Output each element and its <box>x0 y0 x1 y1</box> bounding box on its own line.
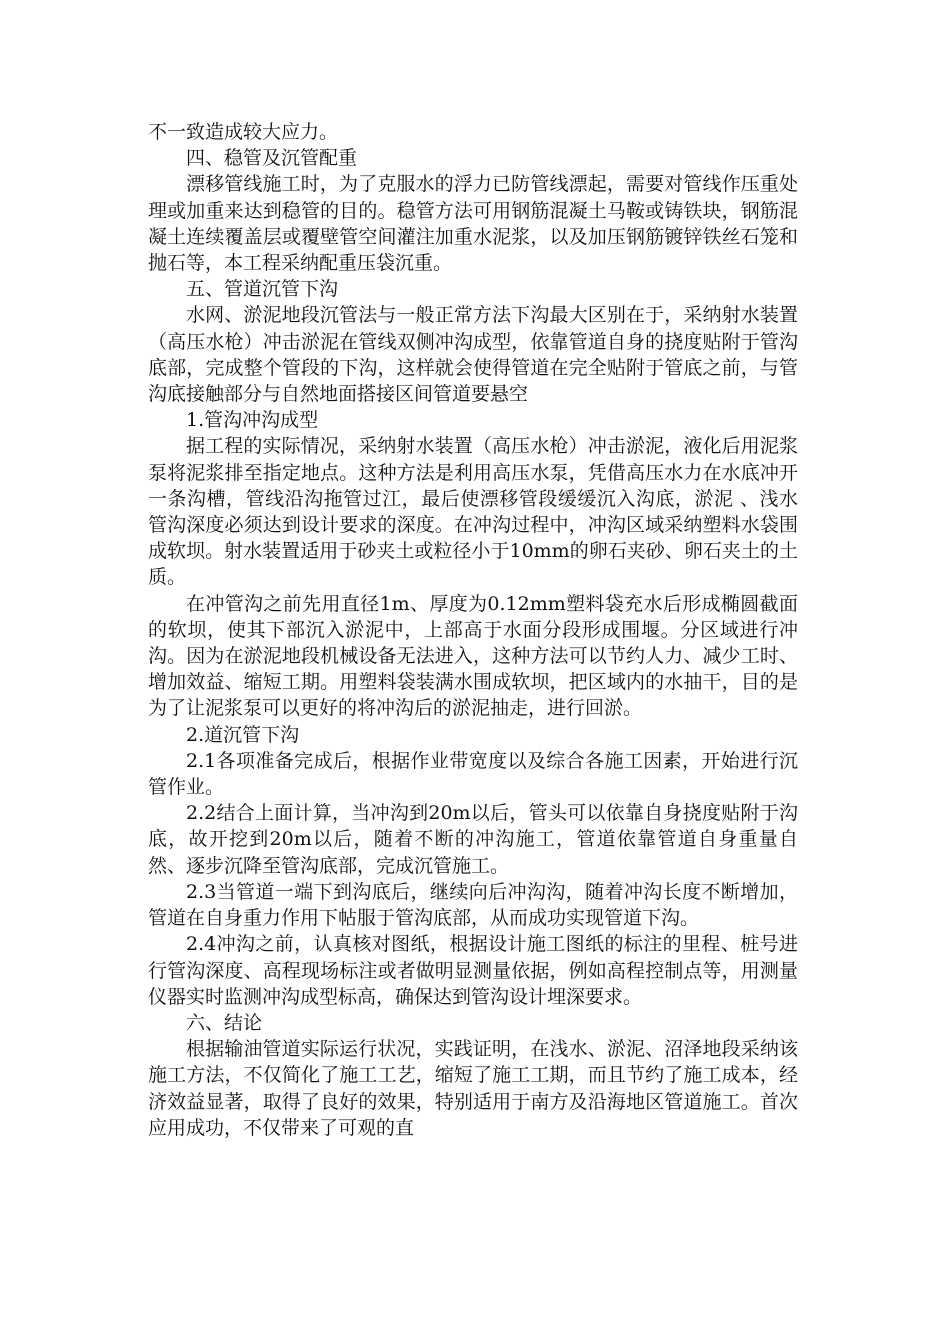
subsection-heading-1: 1.管沟冲沟成型 <box>186 409 319 432</box>
section-heading-6: 六、结论 <box>186 1011 263 1034</box>
body-paragraph: 2.3当管道一端下到沟底后，继续向后冲沟沟，随着冲沟长度不断增加，管道在自身重力作用下帖服于管沟底部，从而成功实现管道下沟。 <box>148 880 798 930</box>
body-paragraph: 2.1各项准备完成后，根据作业带宽度以及综合各施工因素，开始进行沉管作业。 <box>148 749 798 799</box>
document-body <box>148 119 798 1141</box>
body-paragraph: 在冲管沟之前先用直径1m、厚度为0.12mm塑料袋充水后形成椭圆截面的软坝，使其下部沉入淤泥中，上部高于水面分段形成围堰。分区域进行冲沟。因为在淤泥地段机械设备无法进入，这种方法可以节约人力、减少工时、增加效益、缩短工期。用塑料袋装满水围成软坝，把区域内的水抽干，目的是为了让泥浆泵可以更好的将冲沟后的淤泥抽走，进行回淤。 <box>148 592 798 720</box>
continuation-paragraph: 不一致造成较大应力。 <box>148 121 339 143</box>
body-paragraph: 2.2结合上面计算，当冲沟到20m以后，管头可以依靠自身挠度贴附于沟底，故开挖到20m以后，随着不断的冲沟施工，管道依靠管道自身重量自然、逐步沉降至管沟底部，完成沉管施工。 <box>148 802 798 877</box>
body-paragraph: 2.4冲沟之前，认真核对图纸，根据设计施工图纸的标注的里程、桩号进行管沟深度、高程现场标注或者做明显测量依据，例如高程控制点等，用测量仪器实时监测冲沟成型标高，确保达到管沟设计埋深要求。 <box>148 933 798 1008</box>
section-heading-4: 四、稳管及沉管配重 <box>186 147 358 170</box>
body-paragraph: 根据输油管道实际运行状况，实践证明，在浅水、淤泥、沼泽地段采纳该施工方法，不仅简化了施工工艺，缩短了施工工期，而且节约了施工成本，经济效益显著，取得了良好的效果，特别适用于南方及沿海地区管道施工。首次应用成功，不仅带来了可观的直 <box>148 1038 798 1139</box>
body-paragraph: 漂移管线施工时，为了克服水的浮力已防管线漂起，需要对管线作压重处理或加重来达到稳管的目的。稳管方法可用钢筋混凝土马鞍或铸铁块，钢筋混凝土连续覆盖层或覆壁管空间灌注加重水泥浆，以及加压钢筋镀锌铁丝石笼和抛石等，本工程采纳配重压袋沉重。 <box>148 173 798 275</box>
body-paragraph: 据工程的实际情况，采纳射水装置（高压水枪）冲击淤泥，液化后用泥浆泵将泥浆排至指定地点。这种方法是利用高压水泵，凭借高压水力在水底冲开一条沟槽，管线沿沟拖管过江，最后使漂移管段缓缓沉入沟底，淤泥 、浅水管沟深度必须达到设计要求的深度。在冲沟过程中，冲沟区域采纳塑料水袋围成软坝。射水装置适用于砂夹土或粒径小于10mm的卵石夹砂、卵石夹土的土质。 <box>148 435 798 589</box>
section-heading-5: 五、管道沉管下沟 <box>186 278 339 301</box>
body-paragraph: 水网、淤泥地段沉管法与一般正常方法下沟最大区别在于，采纳射水装置（高压水枪）冲击淤泥在管线双侧冲沟成型，依靠管道自身的挠度贴附于管沟底部，完成整个管段的下沟，这样就会使得管道在完全贴附于管底之前，与管沟底接触部分与自然地面搭接区间管道要悬空 <box>148 304 798 406</box>
subsection-heading-2: 2.道沉管下沟 <box>186 723 300 746</box>
